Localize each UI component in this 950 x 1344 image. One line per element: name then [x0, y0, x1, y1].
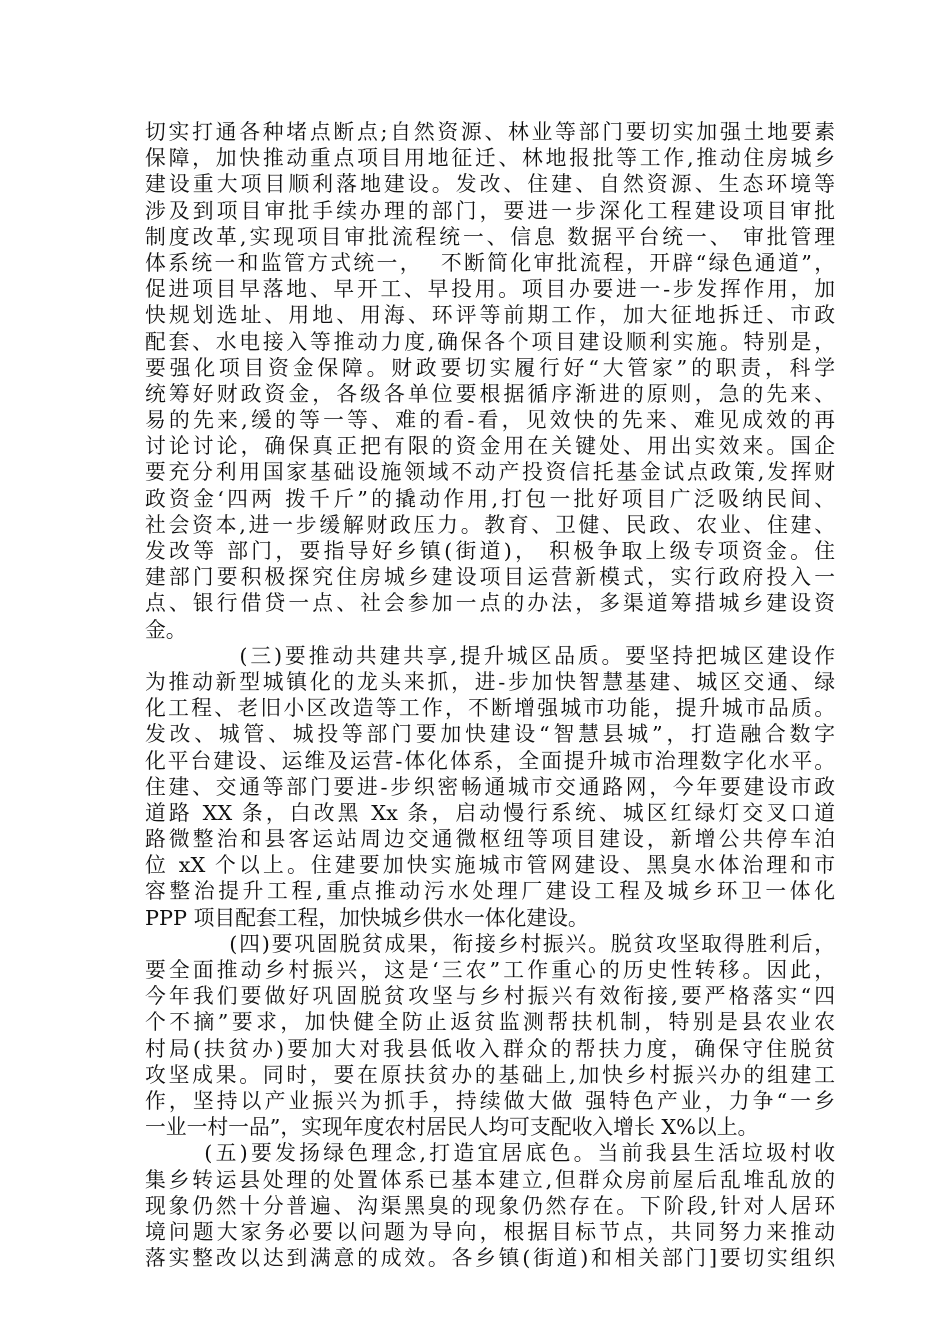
- text-line: 要充分利用国家基础设施领域不动产投资信托基金试点政策,发挥财: [145, 460, 835, 485]
- text-line: 落实整改以达到满意的成效。各乡镇(街道)和相关部门]要切实组织: [145, 1246, 835, 1271]
- text-line: 住建、交通等部门要进-步织密畅通城市交通路网，今年要建设市政: [145, 774, 835, 799]
- text-line: 道路 XX 条，白改黑 Xx 条，启动慢行系统、城区红绿灯交叉口道: [145, 800, 835, 825]
- text-line: (四)要巩固脱贫成果，衔接乡村振兴。脱贫攻坚取得胜利后，: [145, 931, 835, 956]
- text-line: 现象仍然十分普遍、沟渠黑臭的现象仍然存在。下阶段,针对人居环: [145, 1193, 835, 1218]
- text-line: 今年我们要做好巩固脱贫攻坚与乡村振兴有效衔接,要严格落实“四: [145, 984, 835, 1009]
- text-line: 易的先来,缓的等一等、难的看-看，见效快的先来、难见成效的再: [145, 408, 835, 433]
- text-line: 容整治提升工程,重点推动污水处理厂建设工程及城乡环卫一体化: [145, 879, 835, 904]
- text-line: 境问题大家务必要以问题为导向，根据目标节点，共同努力来推动: [145, 1219, 835, 1244]
- text-line: 建部门要积极探究住房城乡建设项目运营新模式，实行政府投入一: [145, 565, 835, 590]
- paragraph: [145, 1140, 835, 1271]
- text-line: (五)要发扬绿色理念,打造宜居底色。当前我县生活垃圾村收: [145, 1141, 835, 1166]
- text-line: 统筹好财政资金，各级各单位要根据循序渐进的原则，急的先来、: [145, 381, 835, 406]
- body-text: [145, 119, 835, 1271]
- text-line: 体系统一和监管方式统一， 不断简化审批流程，开辟“绿色通道”，: [145, 250, 835, 275]
- text-line: 集乡转运县处理的处置体系已基本建立,但群众房前屋后乱堆乱放的: [145, 1167, 835, 1192]
- text-line: 切实打通各种堵点断点;自然资源、林业等部门要切实加强土地要素: [145, 120, 835, 144]
- text-line: 促进项目早落地、早开工、早投用。项目办要进一-步发挥作用，加: [145, 277, 835, 302]
- text-line: 一业一村一品”，实现年度农村居民人均可支配收入增长 X%以上。: [145, 1115, 759, 1140]
- paragraph: [145, 119, 835, 643]
- text-line: 社会资本,进一步缓解财政压力。教育、卫健、民政、农业、住建、: [145, 512, 835, 537]
- text-line: 涉及到项目审批手续办理的部门，要进一步深化工程建设项目审批: [145, 198, 835, 223]
- text-line: 制度改革,实现项目审批流程统一、信息 数据平台统一、 审批管理: [145, 224, 835, 249]
- text-line: 配套、水电接入等推动力度,确保各个项目建设顺利实施。特别是，: [145, 329, 835, 354]
- text-line: 个不摘”要求，加快健全防止返贫监测帮扶机制，特别是县农业农: [145, 1010, 835, 1035]
- paragraph: [145, 931, 835, 1141]
- text-line: 要全面推动乡村振兴，这是‘三农”工作重心的历史性转移。因此，: [145, 958, 835, 982]
- text-line: 为推动新型城镇化的龙头来抓，进-步加快智慧基建、城区交通、绿: [145, 669, 835, 694]
- text-line: 发改等 部门，要指导好乡镇(街道)， 积极争取上级专项资金。住: [145, 539, 835, 563]
- text-line: 点、银行借贷一点、社会参加一点的办法，多渠道筹措城乡建设资: [145, 591, 835, 616]
- text-line: 作，坚持以产业振兴为抓手，持续做大做 强特色产业，力争“一乡: [145, 1088, 835, 1113]
- text-line: 保障，加快推动重点项目用地征迁、林地报批等工作,推动住房城乡: [145, 146, 835, 171]
- text-line: 快规划选址、用地、用海、环评等前期工作，加大征地拆迁、市政: [145, 303, 835, 328]
- text-line: 位 xX 个以上。住建要加快实施城市管网建设、黑臭水体治理和市: [145, 853, 835, 878]
- text-line: 政资金‘四两 拨千斤”的撬动作用,打包一批好项目广泛吸纳民间、: [145, 486, 835, 511]
- text-line: 村局(扶贫办)要加大对我县低收入群众的帮扶力度，确保守住脱贫: [145, 1036, 835, 1061]
- text-line: (三)要推动共建共享,提升城区品质。要坚持把城区建设作: [145, 643, 835, 668]
- text-line: PPP 项目配套工程，加快城乡供水一体化建设。: [145, 905, 589, 930]
- text-line: 攻坚成果。同时，要在原扶贫办的基础上,加快乡村振兴办的组建工: [145, 1062, 835, 1087]
- text-line: 要强化项目资金保障。财政要切实履行好“大管家”的职责，科学: [145, 355, 835, 380]
- text-line: 化平台建设、运维及运营-体化体系，全面提升城市治理数字化水平。: [145, 748, 835, 773]
- paragraph: [145, 643, 835, 931]
- text-line: 建设重大项目顺利落地建设。发改、住建、自然资源、生态环境等: [145, 172, 835, 197]
- text-line: 金。: [145, 617, 187, 642]
- text-line: 路微整治和县客运站周边交通微枢纽等项目建设，新增公共停车泊: [145, 827, 835, 852]
- text-line: 化工程、老旧小区改造等工作，不断增强城市功能，提升城市品质。: [145, 696, 835, 721]
- text-line: 发改、城管、城投等部门要加快建设“智慧县城”，打造融合数字: [145, 722, 835, 747]
- text-line: 讨论讨论，确保真正把有限的资金用在关键处、用出实效来。国企: [145, 434, 835, 459]
